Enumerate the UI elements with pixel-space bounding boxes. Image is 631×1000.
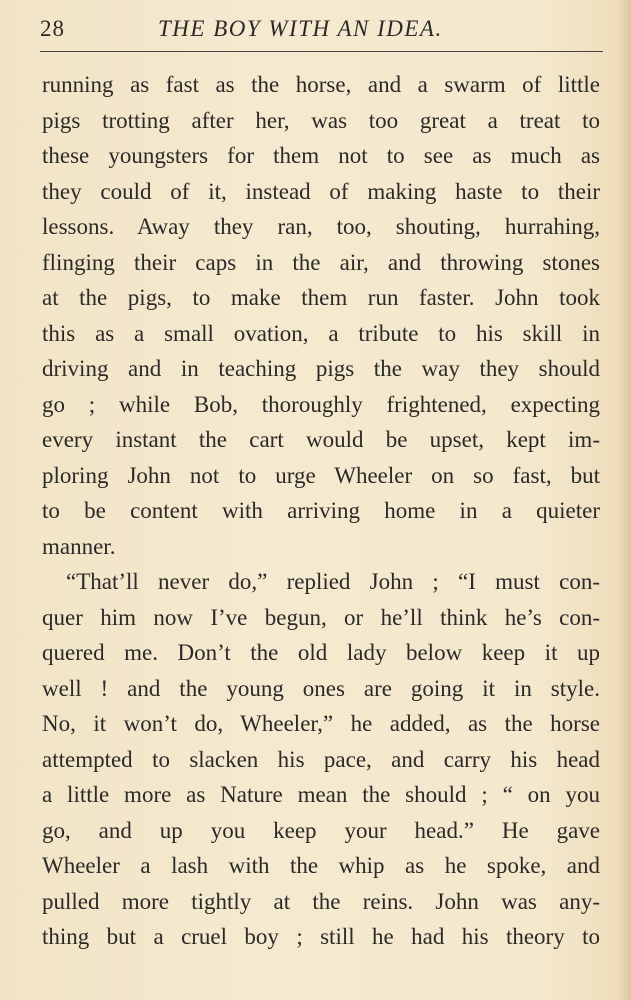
text-line: at the pigs, to make them run faster. John took: [42, 285, 600, 310]
text-line: these youngsters for them not to see as much as: [42, 143, 600, 168]
page-edge-shadow: [617, 0, 631, 1000]
text-line: Wheeler a lash with the whip as he spoke, and: [42, 853, 600, 878]
text-line: quered me. Don’t the old lady below keep it up: [42, 640, 600, 665]
text-line: attempted to slacken his pace, and carry his head: [42, 746, 600, 772]
text-line: thing but a cruel boy ; still he had his theory to: [42, 924, 600, 949]
text-line: pigs trotting after her, was too great a treat to: [42, 107, 600, 133]
running-title: THE BOY WITH AN IDEA.: [158, 16, 443, 41]
text-line: this as a small ovation, a tribute to his skill in: [42, 320, 600, 346]
text-line: to be content with arriving home in a quieter: [42, 498, 600, 523]
text-line: go, and up you keep your head.” He gave: [42, 817, 600, 843]
text-line: manner.: [42, 533, 116, 559]
body-text: [42, 67, 600, 955]
text-line: go ; while Bob, thoroughly frightened, expecting: [42, 391, 600, 417]
page-number: 28: [40, 16, 65, 41]
text-line: ploring John not to urge Wheeler on so fast, but: [42, 462, 600, 488]
text-line: they could of it, instead of making haste to their: [42, 178, 600, 204]
text-line: quer him now I’ve begun, or he’ll think he’s con-: [42, 604, 600, 630]
text-line: pulled more tightly at the reins. John was any-: [42, 888, 600, 914]
running-head: [0, 16, 631, 46]
header-rule: [40, 51, 603, 52]
text-line: No, it won’t do, Wheeler,” he added, as the horse: [42, 711, 600, 736]
text-line: running as fast as the horse, and a swarm of little: [42, 72, 600, 97]
text-line: lessons. Away they ran, too, shouting, hurrahing,: [42, 214, 600, 239]
text-line: flinging their caps in the air, and throwing stones: [42, 249, 600, 275]
text-line: well ! and the young ones are going it in style.: [42, 675, 600, 701]
text-line: driving and in teaching pigs the way they should: [42, 356, 600, 381]
text-line: “That’ll never do,” replied John ; “I must con-: [66, 569, 600, 594]
text-line: a little more as Nature mean the should ; “ on you: [42, 782, 600, 807]
text-line: every instant the cart would be upset, kept im-: [42, 427, 600, 452]
